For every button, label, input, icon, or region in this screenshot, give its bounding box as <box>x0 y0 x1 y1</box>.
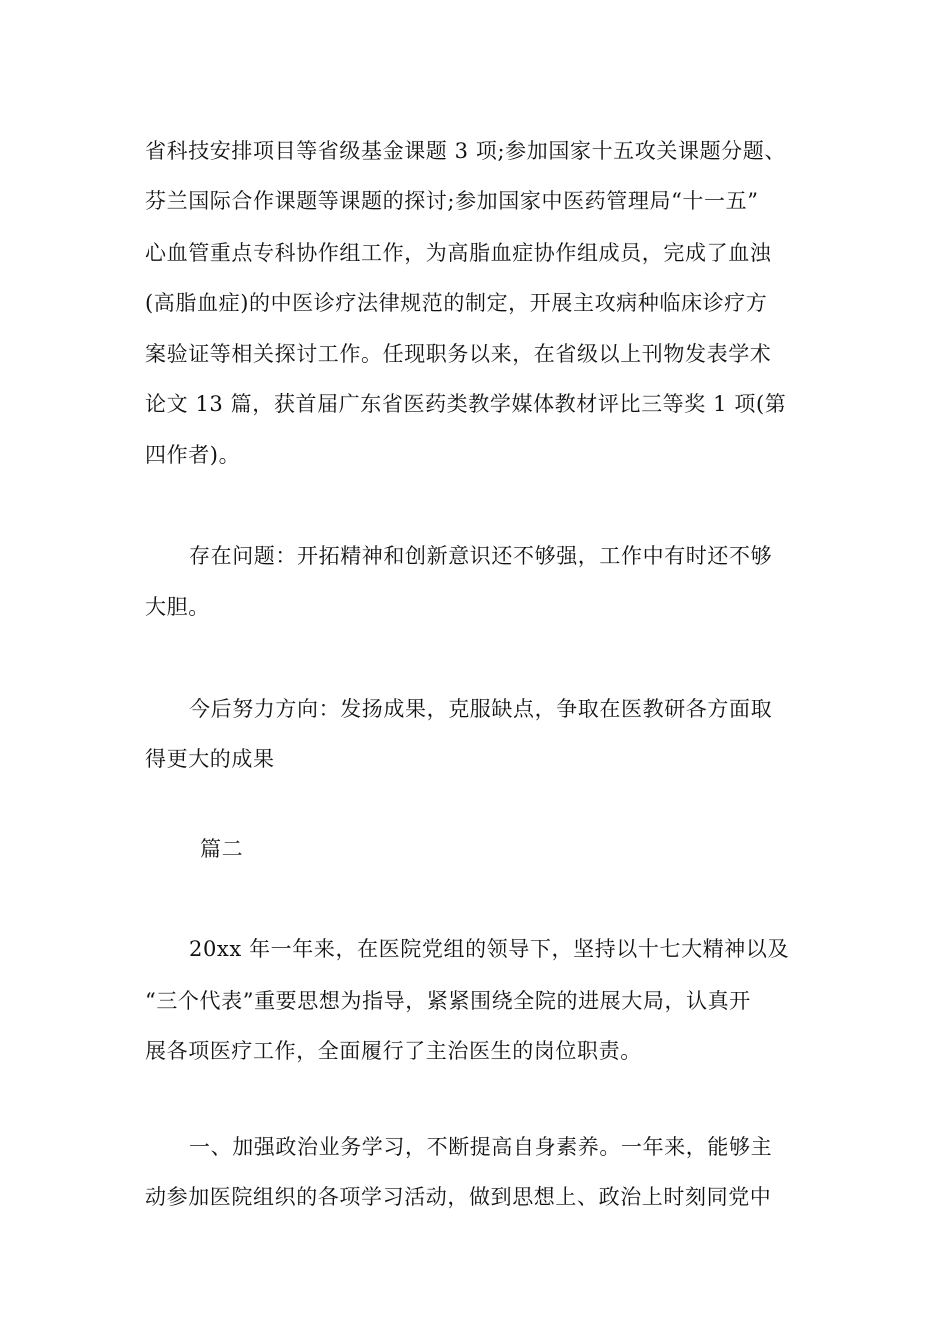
text-line: 20xx 年一年来，在医院党组的领导下，坚持以十七大精神以及 <box>189 937 790 961</box>
text-line: 四作者)。 <box>145 443 241 467</box>
text-line: 存在问题：开拓精神和创新意识还不够强，工作中有时还不够 <box>189 544 773 568</box>
text-line: “三个代表”重要思想为指导，紧紧围绕全院的进展大局，认真开 <box>145 989 751 1013</box>
section-heading: 篇二 <box>200 837 244 861</box>
text-line: 展各项医疗工作，全面履行了主治医生的岗位职责。 <box>145 1039 642 1063</box>
text-line: 今后努力方向：发扬成果，克服缺点，争取在医教研各方面取 <box>189 697 773 721</box>
text-line: 得更大的成果 <box>145 747 275 771</box>
text-line: 芬兰国际合作课题等课题的探讨;参加国家中医药管理局“十一五” <box>145 189 759 213</box>
text-line: 心血管重点专科协作组工作，为高脂血症协作组成员，完成了血浊 <box>145 241 772 265</box>
text-line: 论文 13 篇，获首届广东省医药类教学媒体教材评比三等奖 1 项(第 <box>145 392 787 416</box>
text-line: 动参加医院组织的各项学习活动，做到思想上、政治上时刻同党中 <box>145 1185 772 1209</box>
text-line: 一、加强政治业务学习，不断提高自身素养。一年来，能够主 <box>189 1135 773 1159</box>
text-line: (高脂血症)的中医诊疗法律规范的制定，开展主攻病种临床诊疗方 <box>145 291 768 315</box>
text-line: 大胆。 <box>145 595 210 619</box>
text-line: 案验证等相关探讨工作。任现职务以来，在省级以上刊物发表学术 <box>145 342 772 366</box>
text-line: 省科技安排项目等省级基金课题 3 项;参加国家十五攻关课题分题、 <box>145 139 786 163</box>
